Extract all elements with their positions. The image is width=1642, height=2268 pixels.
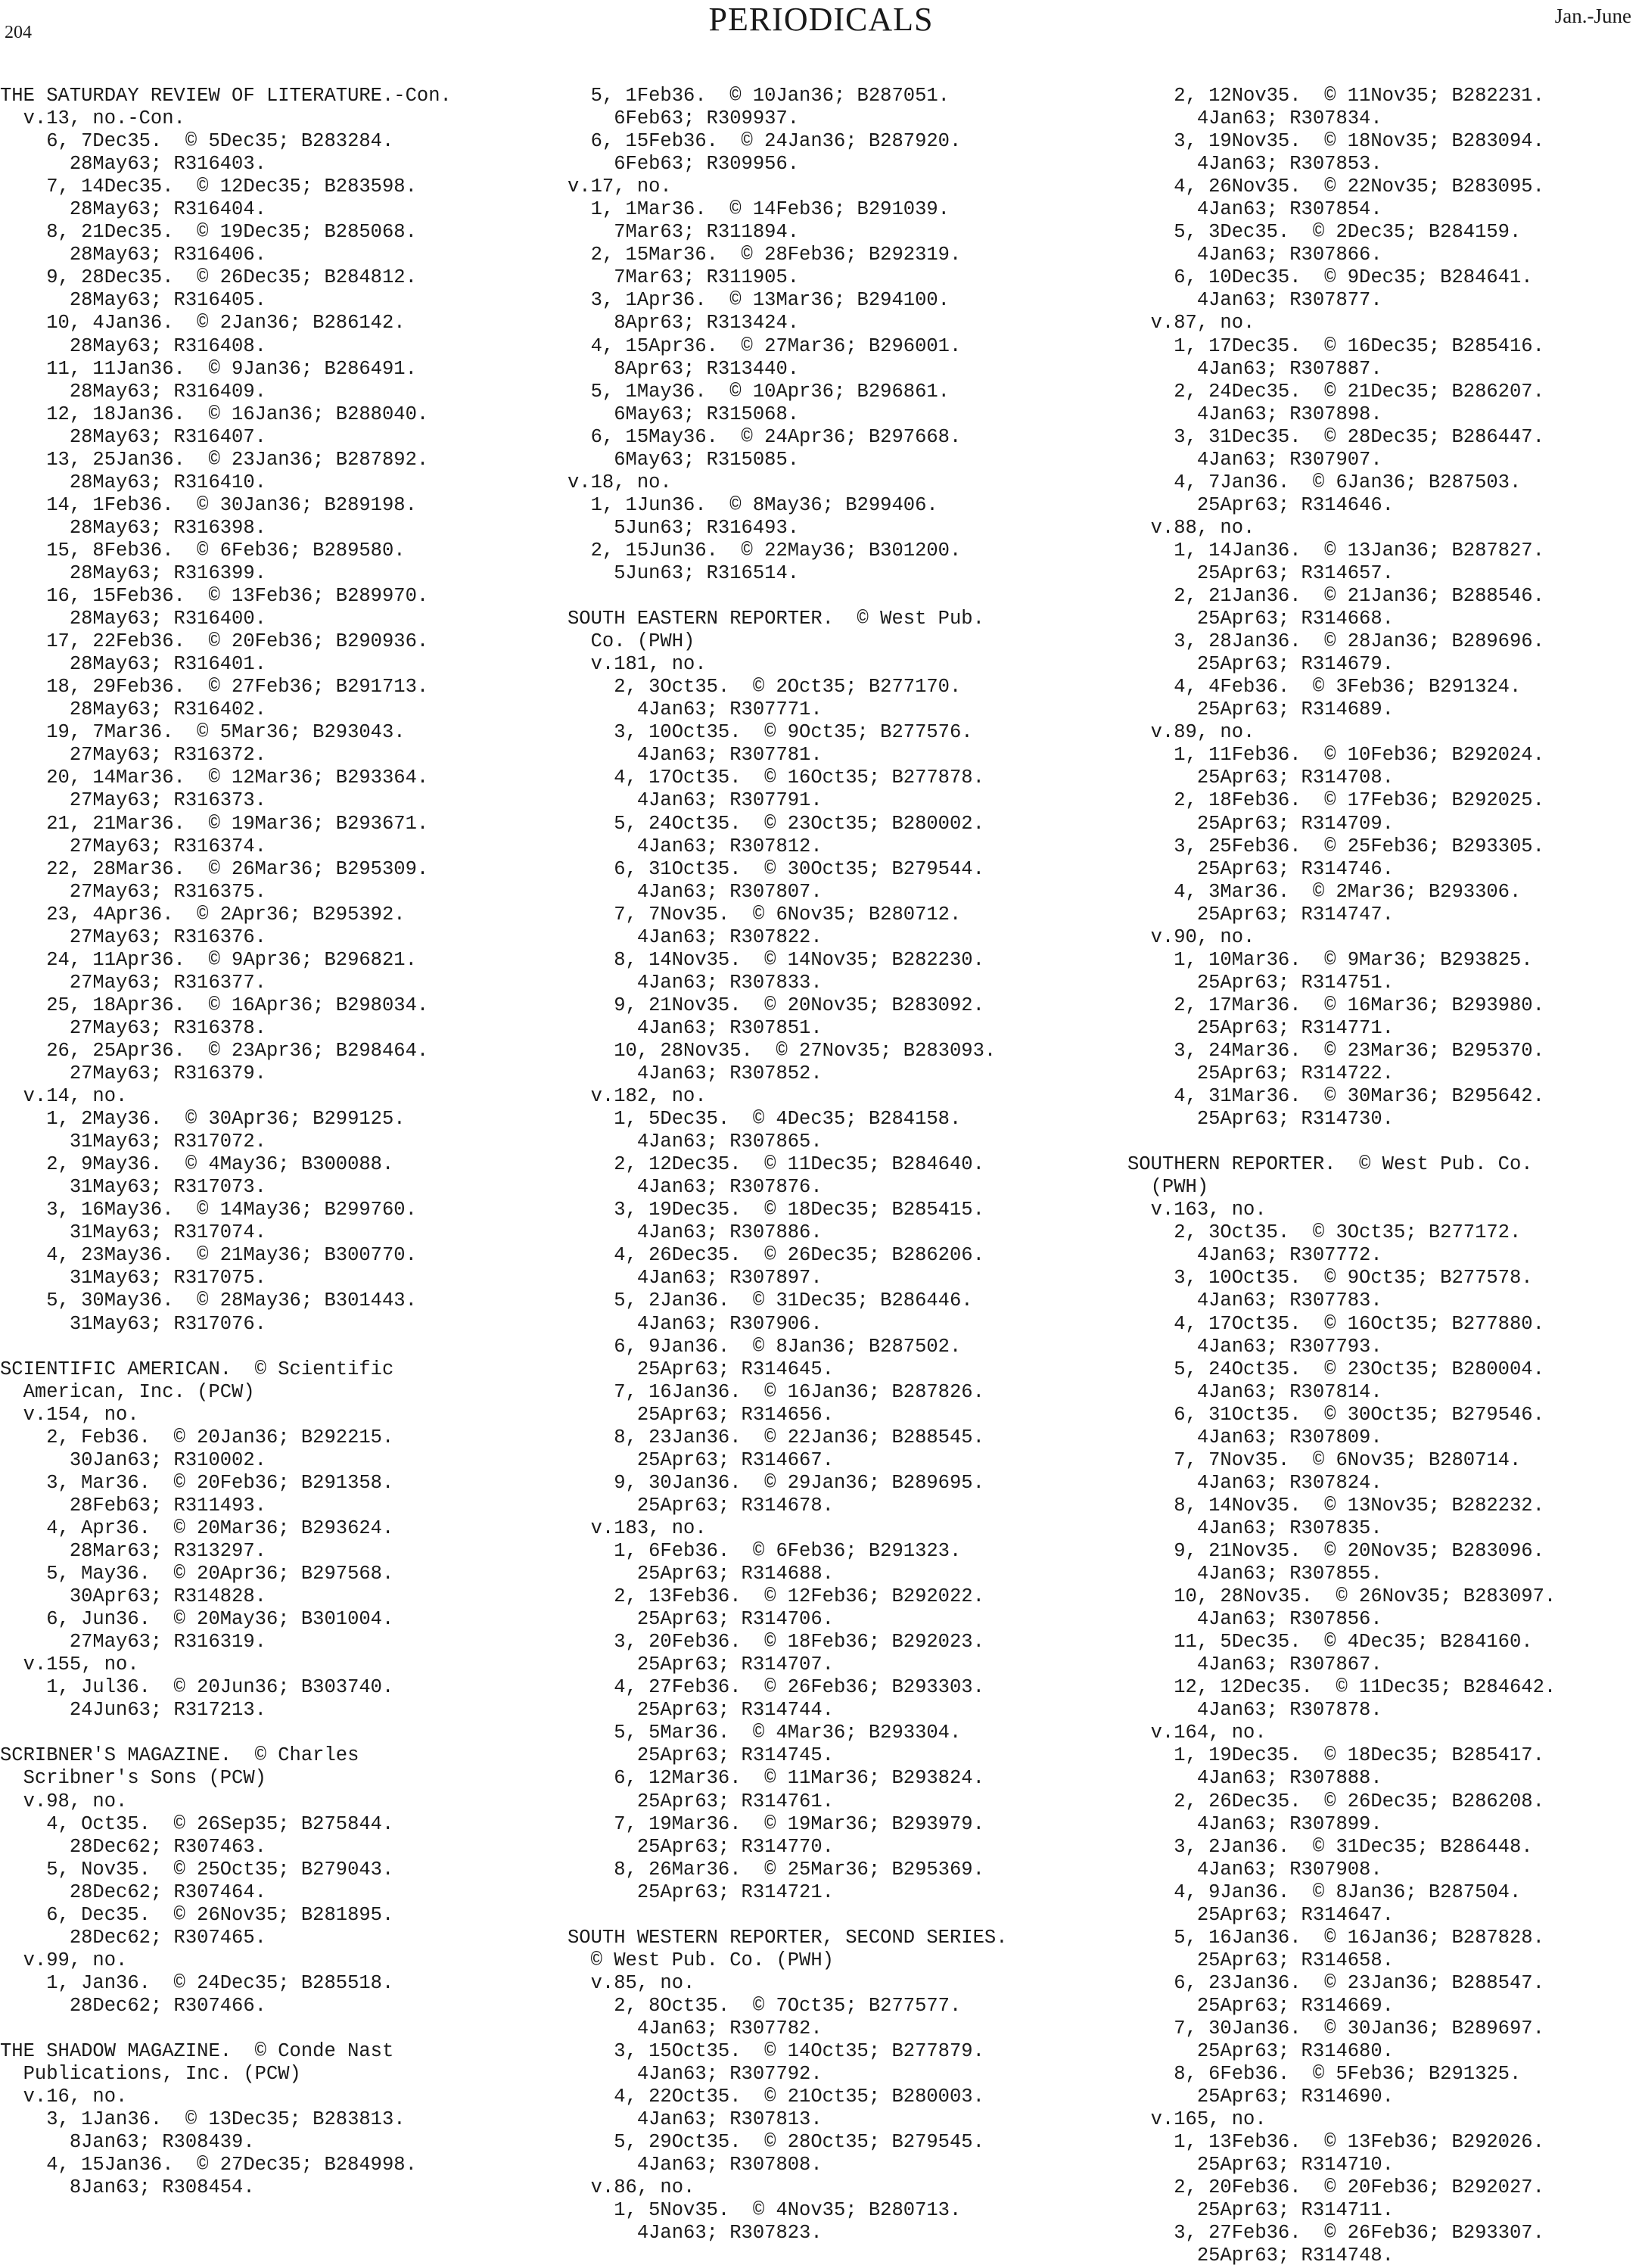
- entry-line: 6, Dec35. © 26Nov35; B281895.: [0, 1903, 394, 1926]
- entry-line: 23, 4Apr36. © 2Apr36; B295392.: [0, 903, 406, 926]
- entry-line: 1, 11Feb36. © 10Feb36; B292024.: [1127, 744, 1544, 767]
- entry-line: SCIENTIFIC AMERICAN. © Scientific: [0, 1358, 394, 1380]
- entry-line: 24Jun63; R317213.: [0, 1699, 266, 1722]
- entry-line: 4, 27Feb36. © 26Feb36; B293303.: [568, 1676, 984, 1699]
- entry-line: 12, 18Jan36. © 16Jan36; B288040.: [0, 403, 429, 425]
- entry-line: 25Apr63; R314657.: [1127, 562, 1394, 584]
- entry-line: 5, 2Jan36. © 31Dec35; B286446.: [568, 1290, 973, 1312]
- entry-line: 4Jan63; R307865.: [568, 1131, 823, 1153]
- entry-line: SOUTHERN REPORTER. © West Pub. Co.: [1127, 1153, 1533, 1176]
- entry-line: 25Apr63; R314690.: [1127, 2086, 1394, 2108]
- entry-line: 2, 12Dec35. © 11Dec35; B284640.: [568, 1153, 984, 1176]
- entry-line: v.181, no.: [568, 653, 707, 676]
- entry-line: 6, 31Oct35. © 30Oct35; B279546.: [1127, 1403, 1544, 1426]
- entry-line: 4Jan63; R307783.: [1127, 1290, 1382, 1312]
- entry-line: 28Dec62; R307464.: [0, 1881, 266, 1903]
- entry-line: 5Jun63; R316514.: [568, 562, 800, 584]
- entry-line: 4, 23May36. © 21May36; B300770.: [0, 1244, 417, 1267]
- entry-line: 4Jan63; R307908.: [1127, 1858, 1382, 1881]
- entry-line: 8, 14Nov35. © 14Nov35; B282230.: [568, 948, 984, 971]
- entry-line: v.182, no.: [568, 1085, 707, 1108]
- entry-line: 27May63; R316319.: [0, 1631, 266, 1654]
- entry-line: 28Feb63; R311493.: [0, 1494, 266, 1517]
- entry-line: 4, 15Apr36. © 27Mar36; B296001.: [568, 334, 962, 357]
- entry-line: 4Jan63; R307822.: [568, 926, 823, 948]
- entry-line: 28Dec62; R307465.: [0, 1926, 266, 1949]
- entry-line: 6May63; R315085.: [568, 448, 800, 471]
- entry-line: 3, 19Nov35. © 18Nov35; B283094.: [1127, 130, 1544, 153]
- entry-line: 1, 2May36. © 30Apr36; B299125.: [0, 1108, 406, 1131]
- entry-line: 8, 21Dec35. © 19Dec35; B285068.: [0, 221, 417, 244]
- entry-line: 3, 28Jan36. © 28Jan36; B289696.: [1127, 630, 1544, 653]
- entry-line: 5, 3Dec35. © 2Dec35; B284159.: [1127, 221, 1522, 244]
- entry-line: 4Jan63; R307907.: [1127, 448, 1382, 471]
- entry-line: 4Jan63; R307853.: [1127, 153, 1382, 176]
- entry-line: 4, 17Oct35. © 16Oct35; B277880.: [1127, 1312, 1544, 1335]
- entry-line: 28May63; R316404.: [0, 198, 266, 221]
- entry-line: 1, Jul36. © 20Jun36; B303740.: [0, 1676, 394, 1699]
- entry-line: 25Apr63; R314689.: [1127, 698, 1394, 721]
- entry-line: 28May63; R316399.: [0, 562, 266, 584]
- entry-line: 25Apr63; R314706.: [568, 1608, 834, 1631]
- entry-line: SOUTH EASTERN REPORTER. © West Pub.: [568, 608, 984, 630]
- entry-line: 28May63; R316402.: [0, 698, 266, 721]
- entry-line: 5, Nov35. © 25Oct35; B279043.: [0, 1858, 394, 1881]
- entry-line: 3, 16May36. © 14May36; B299760.: [0, 1199, 417, 1221]
- entry-line: 5, 1Feb36. © 10Jan36; B287051.: [568, 85, 950, 107]
- entry-line: 25Apr63; R314688.: [568, 1563, 834, 1585]
- entry-line: 4Jan63; R307808.: [568, 2154, 823, 2176]
- entry-line: 4, 3Mar36. © 2Mar36; B293306.: [1127, 880, 1522, 903]
- entry-line: 1, 14Jan36. © 13Jan36; B287827.: [1127, 539, 1544, 562]
- entry-line: 4Jan63; R307824.: [1127, 1471, 1382, 1494]
- entry-line: 5, 5Mar36. © 4Mar36; B293304.: [568, 1722, 962, 1744]
- entry-line: 6, 7Dec35. © 5Dec35; B283284.: [0, 130, 394, 153]
- entry-line: 4Jan63; R307772.: [1127, 1244, 1382, 1267]
- entry-line: 5, 1May36. © 10Apr36; B296861.: [568, 380, 950, 403]
- entry-line: 4Jan63; R307856.: [1127, 1608, 1382, 1631]
- entry-line: 7, 16Jan36. © 16Jan36; B287826.: [568, 1380, 984, 1403]
- entry-line: 4Jan63; R307886.: [568, 1221, 823, 1244]
- entry-line: 31May63; R317075.: [0, 1267, 266, 1290]
- entry-line: [1127, 1131, 1642, 1153]
- column-left: [0, 85, 545, 2199]
- entry-line: v.90, no.: [1127, 926, 1255, 948]
- entry-line: 1, 5Dec35. © 4Dec35; B284158.: [568, 1108, 962, 1131]
- entry-line: Co. (PWH): [568, 630, 695, 653]
- entry-line: 7, 19Mar36. © 19Mar36; B293979.: [568, 1812, 984, 1835]
- entry-line: 28May63; R316403.: [0, 153, 266, 176]
- entry-line: 21, 21Mar36. © 19Mar36; B293671.: [0, 812, 429, 835]
- entry-line: 3, 1Jan36. © 13Dec35; B283813.: [0, 2108, 406, 2131]
- entry-line: [0, 2018, 545, 2040]
- entry-line: 6, 9Jan36. © 8Jan36; B287502.: [568, 1335, 962, 1358]
- entry-line: 1, 6Feb36. © 6Feb36; B291323.: [568, 1540, 962, 1562]
- entry-line: 25Apr63; R314751.: [1127, 971, 1394, 994]
- entry-line: 1, 17Dec35. © 16Dec35; B285416.: [1127, 334, 1544, 357]
- entry-line: 4Jan63; R307906.: [568, 1312, 823, 1335]
- entry-line: 28May63; R316407.: [0, 425, 266, 448]
- entry-line: 4Jan63; R307887.: [1127, 357, 1382, 380]
- entry-line: v.164, no.: [1127, 1722, 1267, 1744]
- entry-line: 4Jan63; R307877.: [1127, 289, 1382, 312]
- entry-line: 28May63; R316409.: [0, 380, 266, 403]
- entry-line: 4, 4Feb36. © 3Feb36; B291324.: [1127, 676, 1522, 698]
- entry-line: 3, 15Oct35. © 14Oct35; B277879.: [568, 2040, 984, 2063]
- entry-line: v.155, no.: [0, 1654, 139, 1676]
- entry-line: 27May63; R316378.: [0, 1016, 266, 1039]
- entry-line: 11, 5Dec35. © 4Dec35; B284160.: [1127, 1631, 1533, 1654]
- entry-line: 13, 25Jan36. © 23Jan36; B287892.: [0, 448, 429, 471]
- entry-line: 28May63; R316406.: [0, 244, 266, 266]
- entry-line: 3, 19Dec35. © 18Dec35; B285415.: [568, 1199, 984, 1221]
- entry-line: 3, 31Dec35. © 28Dec35; B286447.: [1127, 425, 1544, 448]
- entry-line: 8, 14Nov35. © 13Nov35; B282232.: [1127, 1494, 1544, 1517]
- entry-line: 25Apr63; R314668.: [1127, 608, 1394, 630]
- entry-line: SOUTH WESTERN REPORTER, SECOND SERIES.: [568, 1926, 1008, 1949]
- entry-line: 4, 15Jan36. © 27Dec35; B284998.: [0, 2154, 417, 2176]
- entry-line: v.87, no.: [1127, 312, 1255, 334]
- entry-line: 27May63; R316373.: [0, 789, 266, 812]
- entry-line: 3, 10Oct35. © 9Oct35; B277578.: [1127, 1267, 1533, 1290]
- entry-line: 27May63; R316372.: [0, 744, 266, 767]
- entry-line: 4, 7Jan36. © 6Jan36; B287503.: [1127, 471, 1522, 493]
- entry-line: 25Apr63; R314678.: [568, 1494, 834, 1517]
- entry-line: 25Apr63; R314721.: [568, 1881, 834, 1903]
- entry-line: 11, 11Jan36. © 9Jan36; B286491.: [0, 357, 417, 380]
- entry-line: 8, 26Mar36. © 25Mar36; B295369.: [568, 1858, 984, 1881]
- entry-line: 25Apr63; R314746.: [1127, 857, 1394, 880]
- entry-line: 1, 10Mar36. © 9Mar36; B293825.: [1127, 948, 1533, 971]
- entry-line: 4Jan63; R307809.: [1127, 1426, 1382, 1448]
- entry-line: 4, 26Nov35. © 22Nov35; B283095.: [1127, 176, 1544, 198]
- entry-line: 28May63; R316410.: [0, 471, 266, 493]
- entry-line: 4Jan63; R307835.: [1127, 1517, 1382, 1539]
- entry-line: 10, 4Jan36. © 2Jan36; B286142.: [0, 312, 406, 334]
- entry-line: 4Jan63; R307876.: [568, 1176, 823, 1199]
- entry-line: 4Jan63; R307781.: [568, 744, 823, 767]
- entry-line: 7Mar63; R311894.: [568, 221, 800, 244]
- entry-line: 4, 9Jan36. © 8Jan36; B287504.: [1127, 1881, 1522, 1903]
- entry-line: 2, 15Jun36. © 22May36; B301200.: [568, 539, 962, 562]
- page-number: 204: [5, 23, 32, 42]
- entry-line: 25Apr63; R314770.: [568, 1835, 834, 1858]
- entry-line: 25Apr63; R314709.: [1127, 812, 1394, 835]
- entry-line: v.17, no.: [568, 176, 672, 198]
- entry-line: 26, 25Apr36. © 23Apr36; B298464.: [0, 1039, 429, 1062]
- entry-line: v.89, no.: [1127, 721, 1255, 744]
- entry-line: 25Apr63; R314710.: [1127, 2154, 1394, 2176]
- entry-line: 4Jan63; R307878.: [1127, 1699, 1382, 1722]
- entry-line: 6, 23Jan36. © 23Jan36; B288547.: [1127, 1971, 1544, 1994]
- entry-line: v.99, no.: [0, 1949, 128, 1971]
- entry-line: 28May63; R316401.: [0, 653, 266, 676]
- entry-line: 5, 16Jan36. © 16Jan36; B287828.: [1127, 1926, 1544, 1949]
- entry-line: 2, 20Feb36. © 20Feb36; B292027.: [1127, 2176, 1544, 2199]
- entry-line: 4, 22Oct35. © 21Oct35; B280003.: [568, 2086, 984, 2108]
- entry-line: 8, 6Feb36. © 5Feb36; B291325.: [1127, 2063, 1522, 2086]
- entry-line: 3, 20Feb36. © 18Feb36; B292023.: [568, 1631, 984, 1654]
- entry-line: 20, 14Mar36. © 12Mar36; B293364.: [0, 767, 429, 789]
- column-middle: [568, 85, 1112, 2245]
- entry-line: [0, 1722, 545, 1744]
- entry-line: 6, Jun36. © 20May36; B301004.: [0, 1608, 394, 1631]
- entry-line: 25Apr63; R314680.: [1127, 2040, 1394, 2063]
- entry-line: 31May63; R317073.: [0, 1176, 266, 1199]
- entry-line: 28May63; R316408.: [0, 334, 266, 357]
- entry-line: 6Feb63; R309937.: [568, 107, 800, 130]
- entry-line: 4Jan63; R307888.: [1127, 1767, 1382, 1790]
- entry-line: 25Apr63; R314647.: [1127, 1903, 1394, 1926]
- entry-line: 5, 30May36. © 28May36; B301443.: [0, 1290, 417, 1312]
- entry-line: v.13, no.-Con.: [0, 107, 185, 130]
- entry-line: 8Apr63; R313440.: [568, 357, 800, 380]
- entry-line: 6, 31Oct35. © 30Oct35; B279544.: [568, 857, 984, 880]
- entry-line: 2, Feb36. © 20Jan36; B292215.: [0, 1426, 394, 1448]
- entry-line: 27May63; R316379.: [0, 1062, 266, 1085]
- entry-line: 4Jan63; R307855.: [1127, 1563, 1382, 1585]
- entry-line: 7, 7Nov35. © 6Nov35; B280712.: [568, 903, 962, 926]
- entry-line: v.183, no.: [568, 1517, 707, 1539]
- entry-line: 27May63; R316374.: [0, 835, 266, 857]
- entry-line: 12, 12Dec35. © 11Dec35; B284642.: [1127, 1676, 1556, 1699]
- entry-line: © West Pub. Co. (PWH): [568, 1949, 834, 1971]
- entry-line: 4, 17Oct35. © 16Oct35; B277878.: [568, 767, 984, 789]
- entry-line: 4Jan63; R307792.: [568, 2063, 823, 2086]
- entry-line: 5, 24Oct35. © 23Oct35; B280002.: [568, 812, 984, 835]
- entry-line: 25Apr63; R314667.: [568, 1448, 834, 1471]
- entry-line: SCRIBNER'S MAGAZINE. © Charles: [0, 1744, 359, 1767]
- entry-line: 28Dec62; R307466.: [0, 1994, 266, 2017]
- entry-line: 4Jan63; R307897.: [568, 1267, 823, 1290]
- entry-line: 4Jan63; R307793.: [1127, 1335, 1382, 1358]
- entry-line: 5Jun63; R316493.: [568, 516, 800, 539]
- entry-line: v.14, no.: [0, 1085, 128, 1108]
- entry-line: Publications, Inc. (PCW): [0, 2063, 301, 2086]
- entry-line: 8Apr63; R313424.: [568, 312, 800, 334]
- entry-line: 2, 3Oct35. © 3Oct35; B277172.: [1127, 1221, 1522, 1244]
- entry-line: 4Jan63; R307852.: [568, 1062, 823, 1085]
- entry-line: 3, 24Mar36. © 23Mar36; B295370.: [1127, 1039, 1544, 1062]
- entry-line: 9, 21Nov35. © 20Nov35; B283096.: [1127, 1540, 1544, 1562]
- entry-line: 5, 29Oct35. © 28Oct35; B279545.: [568, 2131, 984, 2154]
- entry-line: v.86, no.: [568, 2176, 695, 2199]
- entry-line: 4Jan63; R307813.: [568, 2108, 823, 2131]
- entry-line: v.154, no.: [0, 1403, 139, 1426]
- entry-line: 4Jan63; R307812.: [568, 835, 823, 857]
- entry-line: 19, 7Mar36. © 5Mar36; B293043.: [0, 721, 406, 744]
- entry-line: 28May63; R316405.: [0, 289, 266, 312]
- entry-line: 4Jan63; R307851.: [568, 1016, 823, 1039]
- entry-line: 6, 15Feb36. © 24Jan36; B287920.: [568, 130, 962, 153]
- entry-line: 4Jan63; R307866.: [1127, 244, 1382, 266]
- entry-line: 22, 28Mar36. © 26Mar36; B295309.: [0, 857, 429, 880]
- entry-line: 4Jan63; R307791.: [568, 789, 823, 812]
- entry-line: 18, 29Feb36. © 27Feb36; B291713.: [0, 676, 429, 698]
- entry-line: 25Apr63; R314748.: [1127, 2245, 1394, 2267]
- entry-line: Scribner's Sons (PCW): [0, 1767, 266, 1790]
- page-header: [0, 0, 1642, 53]
- entry-line: [568, 585, 1112, 608]
- entry-line: 7Mar63; R311905.: [568, 266, 800, 289]
- entry-line: 25Apr63; R314771.: [1127, 1016, 1394, 1039]
- entry-line: 2, 8Oct35. © 7Oct35; B277577.: [568, 1994, 962, 2017]
- entry-line: 7, 7Nov35. © 6Nov35; B280714.: [1127, 1448, 1522, 1471]
- entry-line: 4Jan63; R307899.: [1127, 1812, 1382, 1835]
- entry-line: 25Apr63; R314722.: [1127, 1062, 1394, 1085]
- entry-line: 4Jan63; R307771.: [568, 698, 823, 721]
- entry-line: 14, 1Feb36. © 30Jan36; B289198.: [0, 493, 417, 516]
- entry-line: 4Jan63; R307823.: [568, 2222, 823, 2245]
- column-right: [1127, 85, 1642, 2268]
- entry-line: 3, Mar36. © 20Feb36; B291358.: [0, 1471, 394, 1494]
- entry-line: 2, 21Jan36. © 21Jan36; B288546.: [1127, 585, 1544, 608]
- page-title: PERIODICALS: [708, 1, 934, 38]
- entry-line: 2, 26Dec35. © 26Dec35; B286208.: [1127, 1790, 1544, 1812]
- entry-line: 4Jan63; R307782.: [568, 2017, 823, 2039]
- entry-line: 3, 25Feb36. © 25Feb36; B293305.: [1127, 835, 1544, 857]
- entry-line: American, Inc. (PCW): [0, 1380, 255, 1403]
- entry-line: 30Apr63; R314828.: [0, 1585, 266, 1608]
- entry-line: 24, 11Apr36. © 9Apr36; B296821.: [0, 948, 417, 971]
- entry-line: 25Apr63; R314679.: [1127, 653, 1394, 676]
- entry-line: v.85, no.: [568, 1971, 695, 1994]
- entry-line: 25Apr63; R314656.: [568, 1403, 834, 1426]
- entry-line: 8Jan63; R308439.: [0, 2131, 255, 2154]
- entry-line: 2, 17Mar36. © 16Mar36; B293980.: [1127, 994, 1544, 1016]
- entry-line: 25Apr63; R314761.: [568, 1790, 834, 1812]
- entry-line: 31May63; R317076.: [0, 1312, 266, 1335]
- entry-line: 2, 13Feb36. © 12Feb36; B292022.: [568, 1585, 984, 1608]
- entry-line: [0, 1336, 545, 1358]
- entry-line: v.88, no.: [1127, 516, 1255, 539]
- entry-line: 31May63; R317074.: [0, 1221, 266, 1244]
- entry-line: v.16, no.: [0, 2086, 128, 2108]
- entry-line: 6, 12Mar36. © 11Mar36; B293824.: [568, 1767, 984, 1790]
- entry-line: 2, 12Nov35. © 11Nov35; B282231.: [1127, 85, 1544, 107]
- entry-line: 8Jan63; R308454.: [0, 2176, 255, 2199]
- entry-line: 1, 1Mar36. © 14Feb36; B291039.: [568, 198, 950, 221]
- entry-line: 4, Apr36. © 20Mar36; B293624.: [0, 1517, 394, 1539]
- entry-line: 31May63; R317072.: [0, 1131, 266, 1153]
- entry-line: 25, 18Apr36. © 16Apr36; B298034.: [0, 994, 429, 1016]
- entry-line: 25Apr63; R314669.: [1127, 1994, 1394, 2017]
- entry-line: 9, 28Dec35. © 26Dec35; B284812.: [0, 266, 417, 289]
- entry-line: (PWH): [1127, 1176, 1209, 1199]
- entry-line: 9, 21Nov35. © 20Nov35; B283092.: [568, 994, 984, 1016]
- entry-line: v.18, no.: [568, 471, 672, 493]
- entry-line: 25Apr63; R314730.: [1127, 1108, 1394, 1131]
- entry-line: 30Jan63; R310002.: [0, 1448, 266, 1471]
- entry-line: 2, 9May36. © 4May36; B300088.: [0, 1153, 394, 1176]
- entry-line: 28May63; R316398.: [0, 516, 266, 539]
- entry-line: 4, 31Mar36. © 30Mar36; B295642.: [1127, 1085, 1544, 1108]
- entry-line: v.98, no.: [0, 1790, 128, 1812]
- entry-line: 4, Oct35. © 26Sep35; B275844.: [0, 1812, 394, 1835]
- entry-line: 1, 1Jun36. © 8May36; B299406.: [568, 493, 938, 516]
- entry-line: 9, 30Jan36. © 29Jan36; B289695.: [568, 1471, 984, 1494]
- entry-line: 25Apr63; R314645.: [568, 1358, 834, 1380]
- page-date-range: Jan.-June: [1554, 5, 1631, 27]
- entry-line: v.163, no.: [1127, 1199, 1267, 1221]
- entry-line: 3, 27Feb36. © 26Feb36; B293307.: [1127, 2222, 1544, 2245]
- entry-line: 28Dec62; R307463.: [0, 1835, 266, 1858]
- entry-line: 25Apr63; R314646.: [1127, 493, 1394, 516]
- entry-line: 27May63; R316375.: [0, 880, 266, 903]
- entry-line: 2, 24Dec35. © 21Dec35; B286207.: [1127, 380, 1544, 403]
- entry-line: 10, 28Nov35. © 27Nov35; B283093.: [568, 1039, 997, 1062]
- entry-line: 2, 3Oct35. © 2Oct35; B277170.: [568, 676, 962, 698]
- entry-line: 25Apr63; R314658.: [1127, 1949, 1394, 1971]
- entry-line: 1, 13Feb36. © 13Feb36; B292026.: [1127, 2131, 1544, 2154]
- entry-line: 3, 10Oct35. © 9Oct35; B277576.: [568, 721, 973, 744]
- entry-line: 2, 18Feb36. © 17Feb36; B292025.: [1127, 789, 1544, 812]
- entry-line: [568, 1904, 1112, 1927]
- entry-line: 15, 8Feb36. © 6Feb36; B289580.: [0, 539, 406, 562]
- entry-line: 5, May36. © 20Apr36; B297568.: [0, 1563, 394, 1585]
- entry-line: 1, 19Dec35. © 18Dec35; B285417.: [1127, 1744, 1544, 1767]
- entry-line: 4Jan63; R307898.: [1127, 403, 1382, 425]
- entry-line: 28May63; R316400.: [0, 608, 266, 630]
- entry-line: 1, Jan36. © 24Dec35; B285518.: [0, 1971, 394, 1994]
- entry-line: 4Jan63; R307867.: [1127, 1654, 1382, 1676]
- entry-line: 4Jan63; R307854.: [1127, 198, 1382, 221]
- entry-line: THE SHADOW MAGAZINE. © Conde Nast: [0, 2040, 394, 2063]
- entry-line: 25Apr63; R314744.: [568, 1699, 834, 1722]
- entry-line: THE SATURDAY REVIEW OF LITERATURE.-Con.: [0, 85, 452, 107]
- entry-line: v.165, no.: [1127, 2108, 1267, 2131]
- entry-line: 25Apr63; R314711.: [1127, 2199, 1394, 2222]
- entry-line: 28Mar63; R313297.: [0, 1540, 266, 1562]
- entry-line: 7, 14Dec35. © 12Dec35; B283598.: [0, 176, 417, 198]
- entry-line: 6May63; R315068.: [568, 403, 800, 425]
- entry-line: 3, 2Jan36. © 31Dec35; B286448.: [1127, 1835, 1533, 1858]
- entry-line: 8, 23Jan36. © 22Jan36; B288545.: [568, 1426, 984, 1448]
- entry-line: 10, 28Nov35. © 26Nov35; B283097.: [1127, 1585, 1556, 1608]
- entry-line: 27May63; R316376.: [0, 926, 266, 948]
- entry-line: 1, 5Nov35. © 4Nov35; B280713.: [568, 2199, 962, 2222]
- entry-line: 27May63; R316377.: [0, 971, 266, 994]
- entry-line: 6, 15May36. © 24Apr36; B297668.: [568, 425, 962, 448]
- entry-line: 7, 30Jan36. © 30Jan36; B289697.: [1127, 2017, 1544, 2039]
- entry-line: 16, 15Feb36. © 13Feb36; B289970.: [0, 585, 429, 608]
- entry-line: 25Apr63; R314708.: [1127, 767, 1394, 789]
- entry-line: 25Apr63; R314745.: [568, 1744, 834, 1767]
- entry-line: 5, 24Oct35. © 23Oct35; B280004.: [1127, 1358, 1544, 1380]
- entry-line: 4Jan63; R307834.: [1127, 107, 1382, 130]
- entry-line: 25Apr63; R314707.: [568, 1654, 834, 1676]
- entry-line: 3, 1Apr36. © 13Mar36; B294100.: [568, 289, 950, 312]
- entry-line: 4Jan63; R307807.: [568, 880, 823, 903]
- entry-line: 6Feb63; R309956.: [568, 153, 800, 176]
- entry-line: 17, 22Feb36. © 20Feb36; B290936.: [0, 630, 429, 653]
- entry-line: 6, 10Dec35. © 9Dec35; B284641.: [1127, 266, 1533, 289]
- entry-line: 25Apr63; R314747.: [1127, 903, 1394, 926]
- entry-line: 2, 15Mar36. © 28Feb36; B292319.: [568, 244, 962, 266]
- entry-line: 4, 26Dec35. © 26Dec35; B286206.: [568, 1244, 984, 1267]
- entry-line: 4Jan63; R307833.: [568, 971, 823, 994]
- entry-line: 4Jan63; R307814.: [1127, 1380, 1382, 1403]
